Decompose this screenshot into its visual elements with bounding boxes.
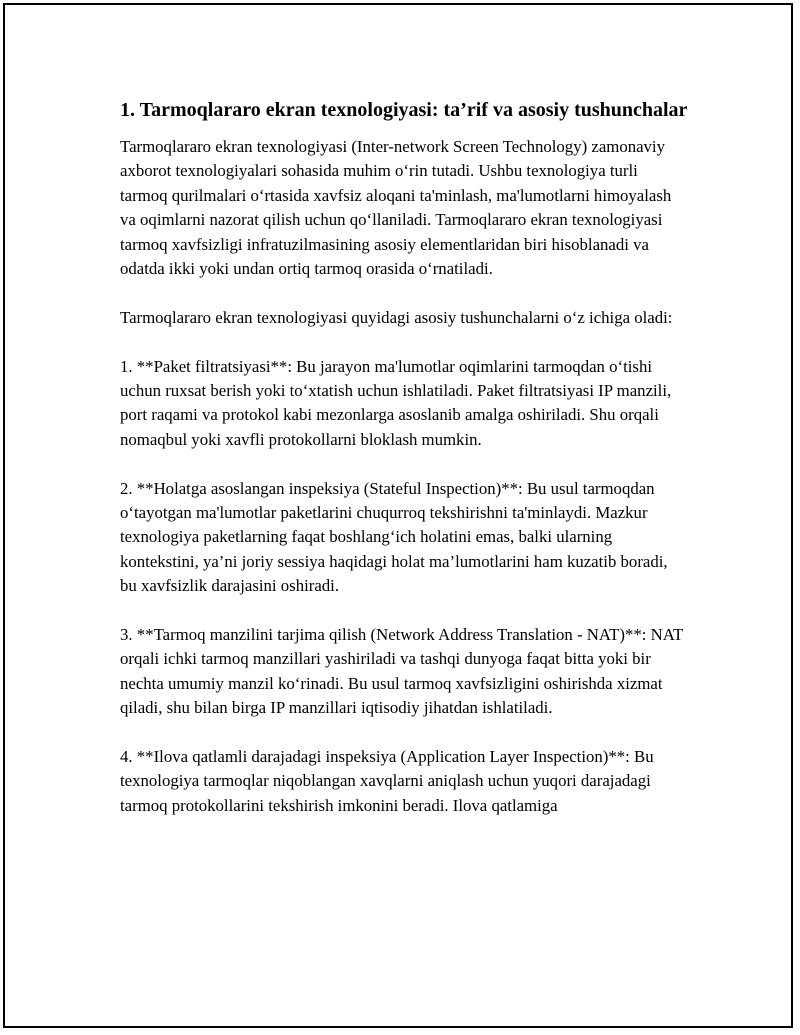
paragraph-concepts-lead: Tarmoqlararo ekran texnologiyasi quyidagi asosiy tushunchalarni o‘z ichiga oladi:: [120, 307, 673, 327]
paragraph-packet-filtering: 1. **Paket filtratsiyasi**: Bu jarayon ma'lumotlar oqimlarini tarmoqdan o‘tishi uchun ruxsat berish yoki to‘xtatish uchun ishlatiladi. Paket filtratsiyasi IP manzili, port raqami va protokol kabi mezonlarga asoslanib amalga oshiriladi. Shu orqali nomaqbul yoki xavfli protokollarni bloklash mumkin.: [120, 356, 672, 449]
paragraph-nat: 3. **Tarmoq manzilini tarjima qilish (Network Address Translation - NAT)**: NAT orqali ichki tarmoq manzillari yashiriladi va tashqi dunyoga faqat bitta yoki bir nechta umumiy manzil ko‘rinadi. Bu usul tarmoq xavfsizligini oshirishda xizmat qiladi, shu bilan birga IP manzillari iqtisodiy jihatdan ishlatiladi.: [120, 625, 683, 718]
section-heading: 1. Tarmoqlararo ekran texnologiyasi: ta’rif va asosiy tushunchalar: [120, 99, 688, 121]
paragraph-application-layer: 4. **Ilova qatlamli darajadagi inspeksiya (Application Layer Inspection)**: Bu texnologiya tarmoqlar niqoblangan xavqlarni aniqlash uchun yuqori darajadagi tarmoq protokollarini tekshirish imkonini beradi. Ilova qatlamiga: [120, 747, 654, 815]
paragraph-stateful-inspection: 2. **Holatga asoslangan inspeksiya (Stateful Inspection)**: Bu usul tarmoqdan o‘tayotgan ma'lumotlar paketlarini chuqurroq tekshirishni ta'minlaydi. Mazkur texnologiya paketlarning faqat boshlang‘ich holatini emas, balki ularning kontekstini, ya’ni joriy sessiya haqidagi holat ma’lumotlarini ham kuzatib boradi, bu xavfsizlik darajasini oshiradi.: [120, 478, 668, 596]
paragraph-intro: Tarmoqlararo ekran texnologiyasi (Inter-network Screen Technology) zamonaviy axborot texnologiyalari sohasida muhim o‘rin tutadi. Ushbu texnologiya turli tarmoq qurilmalari o‘rtasida xavfsiz aloqani ta'minlash, ma'lumotlarni himoyalash va oqimlarni nazorat qilish uchun qo‘llaniladi. Tarmoqlararo ekran texnologiyasi tarmoq xavfsizligi infratuzilmasining asosiy elementlaridan biri hisoblanadi va odatda ikki yoki undan ortiq tarmoq orasida o‘rnatiladi.: [120, 137, 672, 279]
document-content: [120, 97, 688, 843]
document-page: [3, 3, 793, 1028]
